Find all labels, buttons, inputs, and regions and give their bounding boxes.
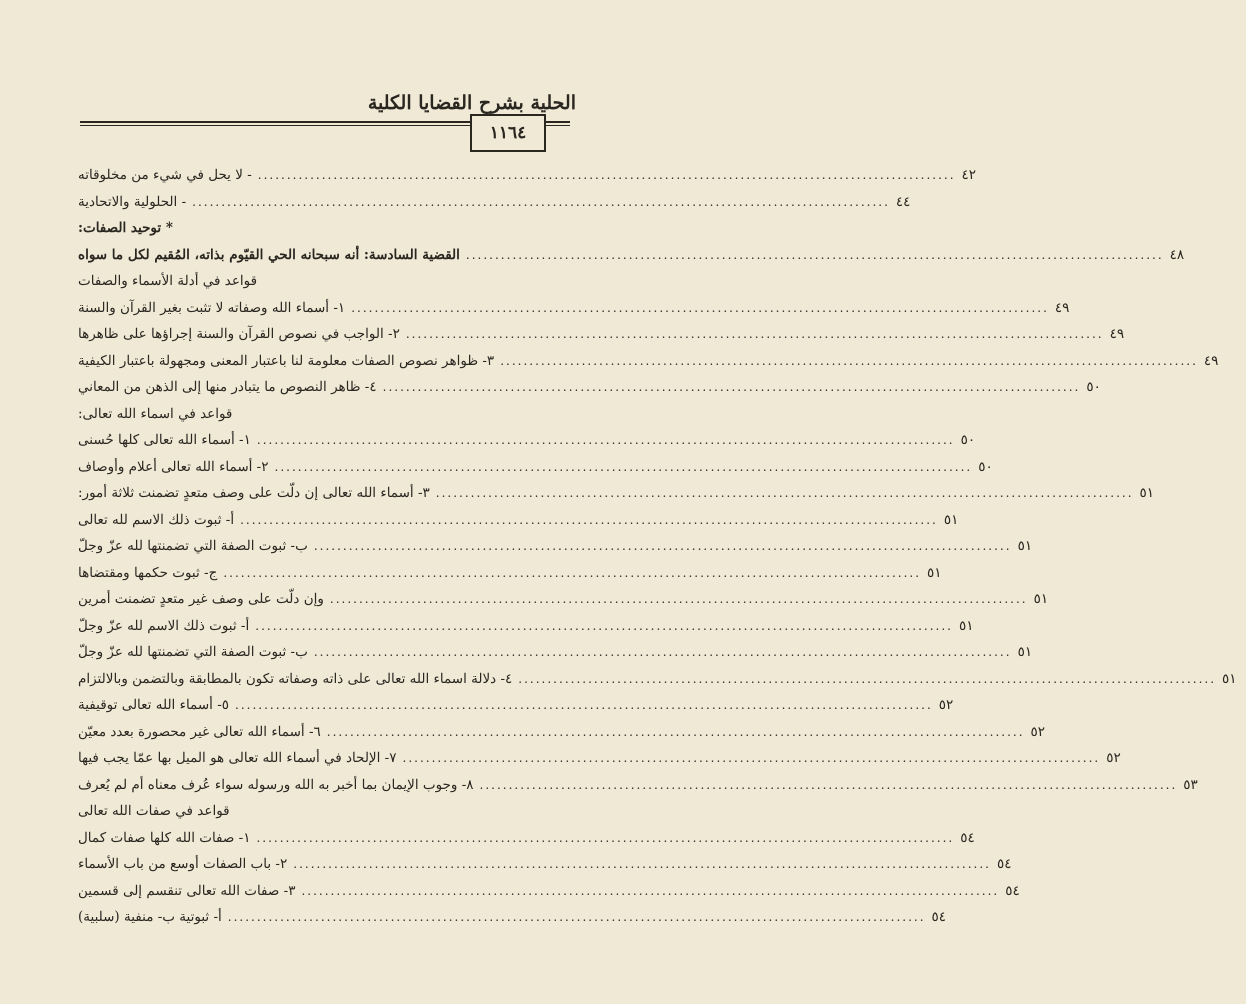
toc-entry — [78, 639, 1033, 666]
toc-entry-text: ب- ثبوت الصفة التي تضمنتها لله عزّ وجلّ — [78, 538, 308, 555]
toc-leader-dots: ........................................................................................................................ — [235, 698, 933, 713]
table-of-contents — [78, 162, 1237, 931]
toc-page-number: ٤٢ — [961, 167, 977, 184]
toc-page-number: ٤٤ — [895, 193, 911, 210]
toc-entry-text: - الحلولية والاتحادية — [78, 193, 187, 210]
toc-page-number: ٥٢ — [938, 697, 954, 714]
toc-entry — [78, 295, 1070, 322]
toc-leader-dots: ........................................................................................................................ — [313, 539, 1012, 554]
toc-entry-text: القضية السادسة: أنه سبحانه الحي القيّوم بذاته، المُقيم لكل ما سواه — [78, 246, 460, 263]
toc-entry — [78, 215, 560, 242]
toc-entry — [78, 507, 959, 534]
toc-entry-text: ب- ثبوت الصفة التي تضمنتها لله عزّ وجلّ — [78, 644, 308, 661]
toc-entry — [78, 533, 1033, 560]
toc-leader-dots: ........................................................................................................................ — [256, 433, 955, 448]
toc-page-number: ٥٤ — [997, 856, 1012, 873]
toc-entry-text: ١- صفات الله كلها صفات كمال — [78, 829, 251, 846]
toc-entry-text: ج- ثبوت حكمها ومقتضاها — [78, 564, 218, 581]
toc-entry-text: ٣- أسماء الله تعالى إن دلّت على وصف متعدٍ تضمنت ثلاثة أمور: — [78, 485, 430, 502]
toc-leader-dots: ........................................................................................................................ — [240, 512, 938, 527]
toc-leader-dots: ........................................................................................................................ — [435, 486, 1134, 501]
running-header-title: الحلية بشرح القضايا الكلية — [367, 92, 576, 114]
toc-entry — [78, 878, 1020, 905]
toc-leader-dots: ........................................................................................................................ — [256, 830, 955, 845]
toc-entry-text: وإن دلّت على وصف غير متعدٍ تضمنت أمرين — [78, 591, 324, 608]
toc-page-number: ٥١ — [958, 617, 974, 634]
toc-leader-dots: ........................................................................................................................ — [465, 247, 1164, 262]
toc-leader-dots: ........................................................................................................................ — [351, 300, 1049, 315]
toc-page-number: ٤٩ — [1054, 299, 1070, 316]
toc-entry-text: ٣- صفات الله تعالى تنقسم إلى قسمين — [78, 882, 296, 899]
toc-page-number: ٥١ — [927, 564, 942, 581]
toc-leader-dots: ........................................................................................................................ — [329, 592, 1028, 607]
toc-entry — [78, 189, 911, 216]
toc-leader-dots: ........................................................................................................................ — [301, 883, 1000, 898]
toc-leader-dots: ........................................................................................................................ — [518, 671, 1217, 686]
toc-entry-text: قواعد في صفات الله تعالى — [78, 803, 230, 820]
toc-entry — [78, 162, 977, 189]
toc-entry-text: ٥- أسماء الله تعالى توقيفية — [78, 697, 230, 714]
toc-entry-text: ٨- وجوب الإيمان بما أخبر به الله ورسوله سواء عُرف معناه أم لم يُعرف — [78, 776, 474, 793]
toc-entry — [78, 745, 1121, 772]
toc-entry — [78, 321, 1125, 348]
toc-entry — [78, 454, 993, 481]
page-number: ١١٦٤ — [470, 114, 546, 152]
toc-leader-dots: ........................................................................................................................ — [223, 565, 922, 580]
toc-leader-dots: ........................................................................................................................ — [402, 751, 1101, 766]
toc-entry-text: ١- أسماء الله وصفاته لا تثبت بغير القرآن والسنة — [78, 299, 346, 316]
toc-page-number: ٥١ — [943, 511, 959, 528]
toc-entry — [78, 560, 942, 587]
toc-entry-text: ٢- باب الصفات أوسع من باب الأسماء — [78, 856, 288, 873]
toc-entry — [78, 242, 1185, 269]
toc-entry-text: ٢- الواجب في نصوص القرآن والسنة إجراؤها على ظاهرها — [78, 326, 400, 343]
toc-leader-dots: ........................................................................................................................ — [293, 857, 991, 872]
toc-leader-dots: ........................................................................................................................ — [500, 353, 1198, 368]
toc-page-number: ٥٣ — [1183, 776, 1198, 793]
toc-entry-text: ٤- دلالة اسماء الله تعالى على ذاته وصفاته تكون بالمطابقة وبالتضمن وبالالتزام — [78, 670, 513, 687]
toc-entry — [78, 427, 976, 454]
toc-leader-dots: ........................................................................................................................ — [405, 327, 1104, 342]
toc-page-number: ٥٠ — [978, 458, 993, 475]
toc-page-number: ٥٢ — [1106, 750, 1121, 767]
toc-entry-text: قواعد في أدلة الأسماء والصفات — [78, 273, 258, 290]
toc-page-number: ٥٤ — [1005, 882, 1020, 899]
toc-page-number: ٥١ — [1017, 644, 1033, 661]
toc-page-number: ٥١ — [1017, 538, 1033, 555]
toc-entry-text: ٦- أسماء الله تعالى غير محصورة بعدد معيّن — [78, 723, 321, 740]
toc-leader-dots: ........................................................................................................................ — [382, 380, 1081, 395]
toc-entry-text: ٢- أسماء الله تعالى أعلام وأوصاف — [78, 458, 269, 475]
toc-entry — [78, 692, 954, 719]
toc-page-number: ٥٤ — [931, 909, 947, 926]
toc-entry-text: أ- ثبوت ذلك الاسم لله عزّ وجلّ — [78, 617, 250, 634]
toc-leader-dots: ........................................................................................................................ — [274, 459, 973, 474]
toc-leader-dots: ........................................................................................................................ — [257, 168, 956, 183]
toc-leader-dots: ........................................................................................................................ — [313, 645, 1012, 660]
toc-page-number: ٥٢ — [1030, 723, 1046, 740]
toc-entry-text: قواعد في اسماء الله تعالى: — [78, 405, 233, 422]
toc-entry — [78, 772, 1198, 799]
toc-entry — [78, 401, 560, 428]
toc-page-number: ٥١ — [1139, 485, 1155, 502]
toc-page-number: ٤٨ — [1169, 246, 1185, 263]
toc-entry — [78, 798, 560, 825]
toc-leader-dots: ........................................................................................................................ — [479, 777, 1178, 792]
toc-page-number: ٥١ — [1033, 591, 1049, 608]
toc-entry-text: أ- ثبوت ذلك الاسم لله تعالى — [78, 511, 235, 528]
toc-entry — [78, 851, 1012, 878]
toc-page-number: ٥٠ — [1086, 379, 1101, 396]
toc-entry — [78, 348, 1219, 375]
toc-entry — [78, 613, 974, 640]
toc-entry — [78, 268, 560, 295]
toc-entry — [78, 904, 947, 931]
toc-page-number: ٥١ — [1222, 670, 1237, 687]
toc-entry — [78, 825, 975, 852]
toc-page-number: ٤٩ — [1203, 352, 1219, 369]
toc-entry-text: * توحيد الصفات: — [78, 220, 173, 237]
toc-entry-text: ١- أسماء الله تعالى كلها حُسنى — [78, 432, 251, 449]
toc-entry — [78, 586, 1049, 613]
toc-leader-dots: ........................................................................................................................ — [192, 194, 890, 209]
toc-entry — [78, 719, 1046, 746]
toc-entry — [78, 666, 1237, 693]
toc-page-number: ٥٤ — [960, 829, 975, 846]
toc-entry-text: ٤- ظاهر النصوص ما يتبادر منها إلى الذهن من المعاني — [78, 379, 377, 396]
toc-leader-dots: ........................................................................................................................ — [326, 724, 1025, 739]
toc-entry-text: - لا يحل في شيء من مخلوقاته — [78, 167, 252, 184]
toc-entry — [78, 374, 1101, 401]
toc-entry — [78, 480, 1155, 507]
toc-leader-dots: ........................................................................................................................ — [255, 618, 953, 633]
toc-page-number: ٥٠ — [960, 432, 976, 449]
toc-entry-text: ٣- ظواهر نصوص الصفات معلومة لنا باعتبار المعنى ومجهولة باعتبار الكيفية — [78, 352, 495, 369]
toc-entry-text: ٧- الإلحاد في أسماء الله تعالى هو الميل بها عمّا يجب فيها — [78, 750, 397, 767]
toc-leader-dots: ........................................................................................................................ — [227, 910, 926, 925]
toc-entry-text: أ- ثبوتية ب- منفية (سلبية) — [78, 909, 222, 926]
toc-page-number: ٤٩ — [1109, 326, 1125, 343]
